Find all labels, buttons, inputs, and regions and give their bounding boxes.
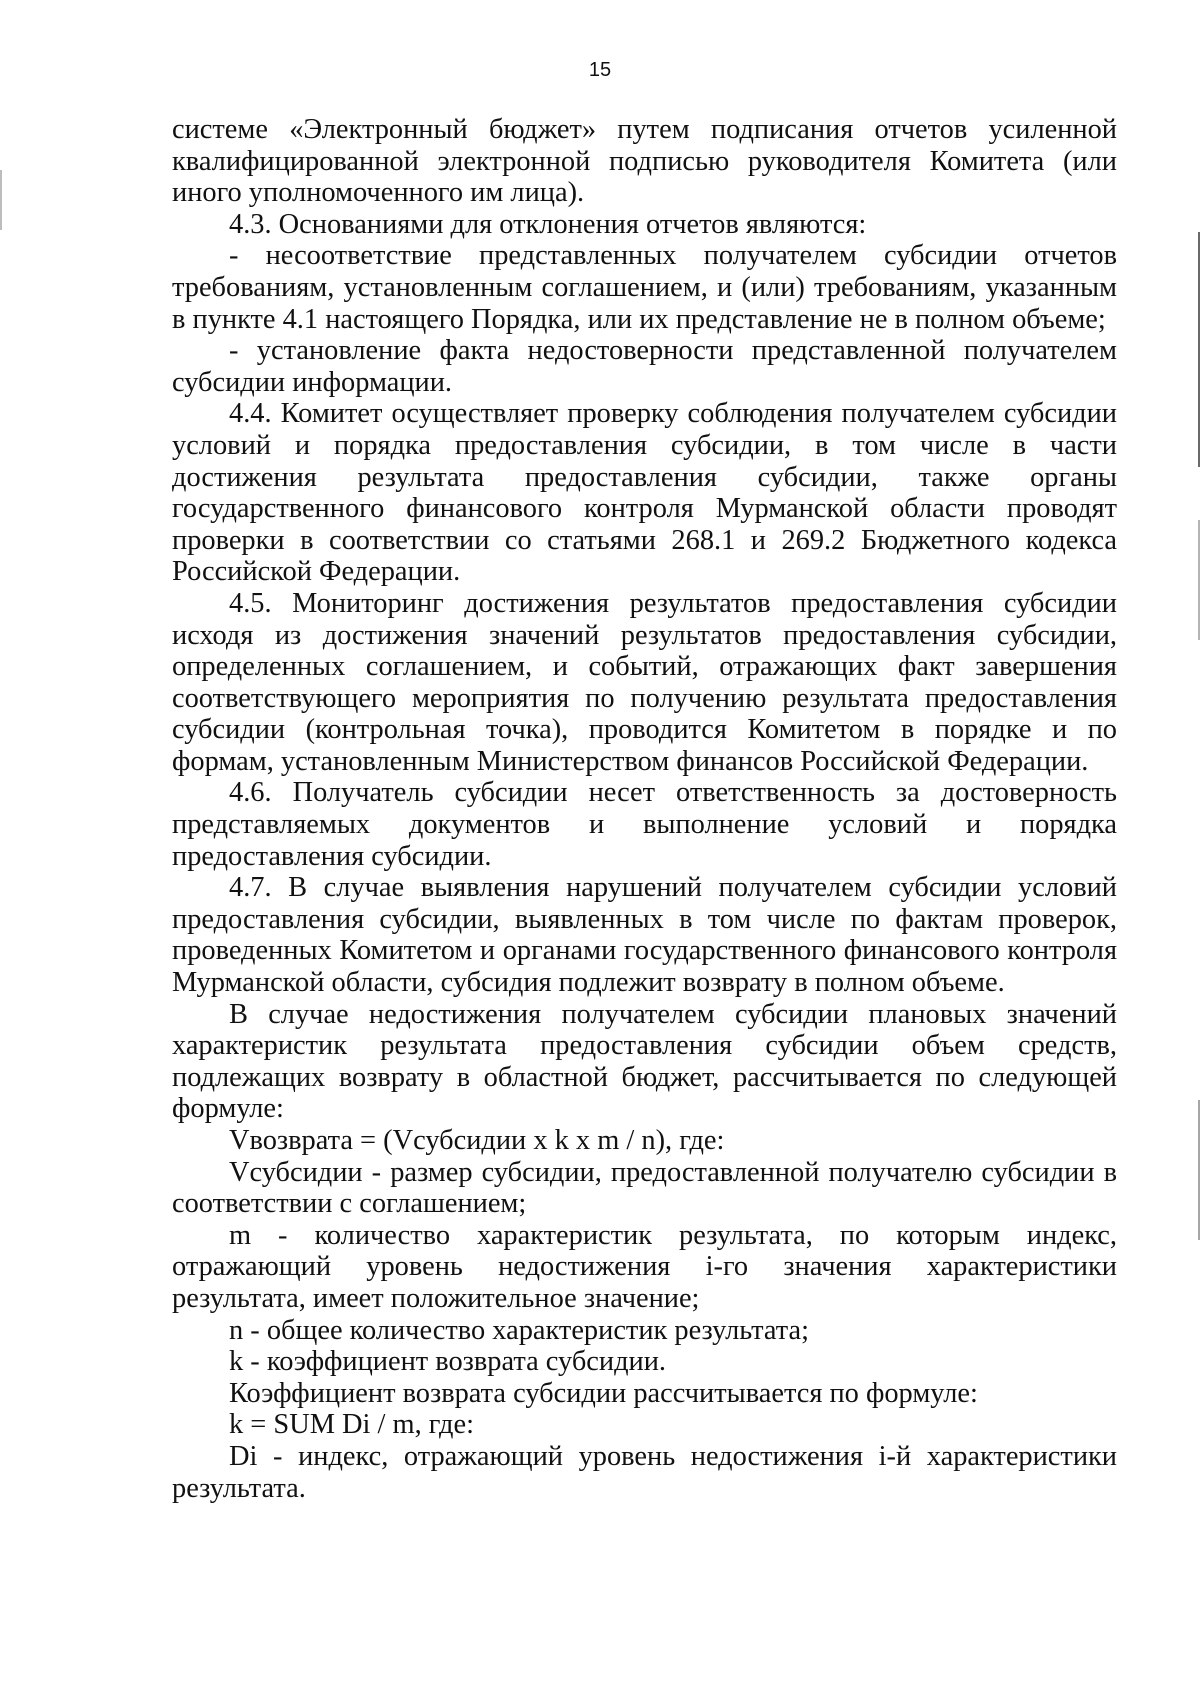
paragraph: n - общее количество характеристик результата; [229,1314,810,1346]
paragraph: k - коэффициент возврата субсидии. [229,1346,667,1378]
paragraph: m - количество характеристик результата, по которым индекс, отражающий уровень недостижения i-го значения характеристики результата, имеет положительное значение; [172,1219,1117,1314]
paragraph: - несоответствие представленных получателем субсидии отчетов требованиям, установленным соглашением, и (или) требованиям, указанным в пункте 4.1 настоящего Порядка, или их представление не в полном объеме; [172,240,1117,335]
paragraph: Коэффициент возврата субсидии рассчитывается по формуле: [229,1377,978,1409]
paragraph: Vсубсидии - размер субсидии, предоставленной получателю субсидии в соответствии с соглашением; [172,1156,1117,1220]
paragraph: Di - индекс, отражающий уровень недостижения i-й характеристики результата. [172,1440,1117,1504]
paragraph: 4.4. Комитет осуществляет проверку соблюдения получателем субсидии условий и порядка предоставления субсидии, в том числе в части достижения результата предоставления субсидии, также органы государственного финансового контроля Мурманской области проводят проверки в соответствии со статьями 268.1 и 269.2 Бюджетного кодекса Российской Федерации. [172,398,1117,588]
page-number: 15 [588,59,612,81]
paragraph: 4.5. Мониторинг достижения результатов предоставления субсидии исходя из достижения значений результатов предоставления субсидии, определенных соглашением, и событий, отражающих факт завершения соответствующего мероприятия по получению результата предоставления субсидии (контрольная точка), проводится Комитетом в порядке и по формам, установленным Министерством финансов Российской Федерации. [172,587,1117,777]
document-body [172,114,1117,1504]
scan-edge-mark [0,170,2,230]
paragraph: 4.6. Получатель субсидии несет ответственность за достоверность представляемых документов и выполнение условий и порядка предоставления субсидии. [172,777,1117,872]
formula: k = SUM Di / m, где: [229,1409,474,1441]
paragraph: - установление факта недостоверности представленной получателем субсидии информации. [172,335,1117,398]
paragraph: системе «Электронный бюджет» путем подписания отчетов усиленной квалифицированной электронной подписью руководителя Комитета (или иного уполномоченного им лица). [172,114,1117,209]
paragraph: 4.7. В случае выявления нарушений получателем субсидии условий предоставления субсидии, выявленных в том числе по фактам проверок, проведенных Комитетом и органами государственного финансового контроля Мурманской области, субсидия подлежит возврату в полном объеме. [172,872,1117,999]
paragraph: В случае недостижения получателем субсидии плановых значений характеристик результата предоставления субсидии объем средств, подлежащих возврату в областной бюджет, рассчитывается по следующей формуле: [172,998,1117,1125]
paragraph: 4.3. Основаниями для отклонения отчетов являются: [229,208,867,240]
formula: Vвозврата = (Vсубсидии x k x m / n), где: [229,1125,725,1156]
